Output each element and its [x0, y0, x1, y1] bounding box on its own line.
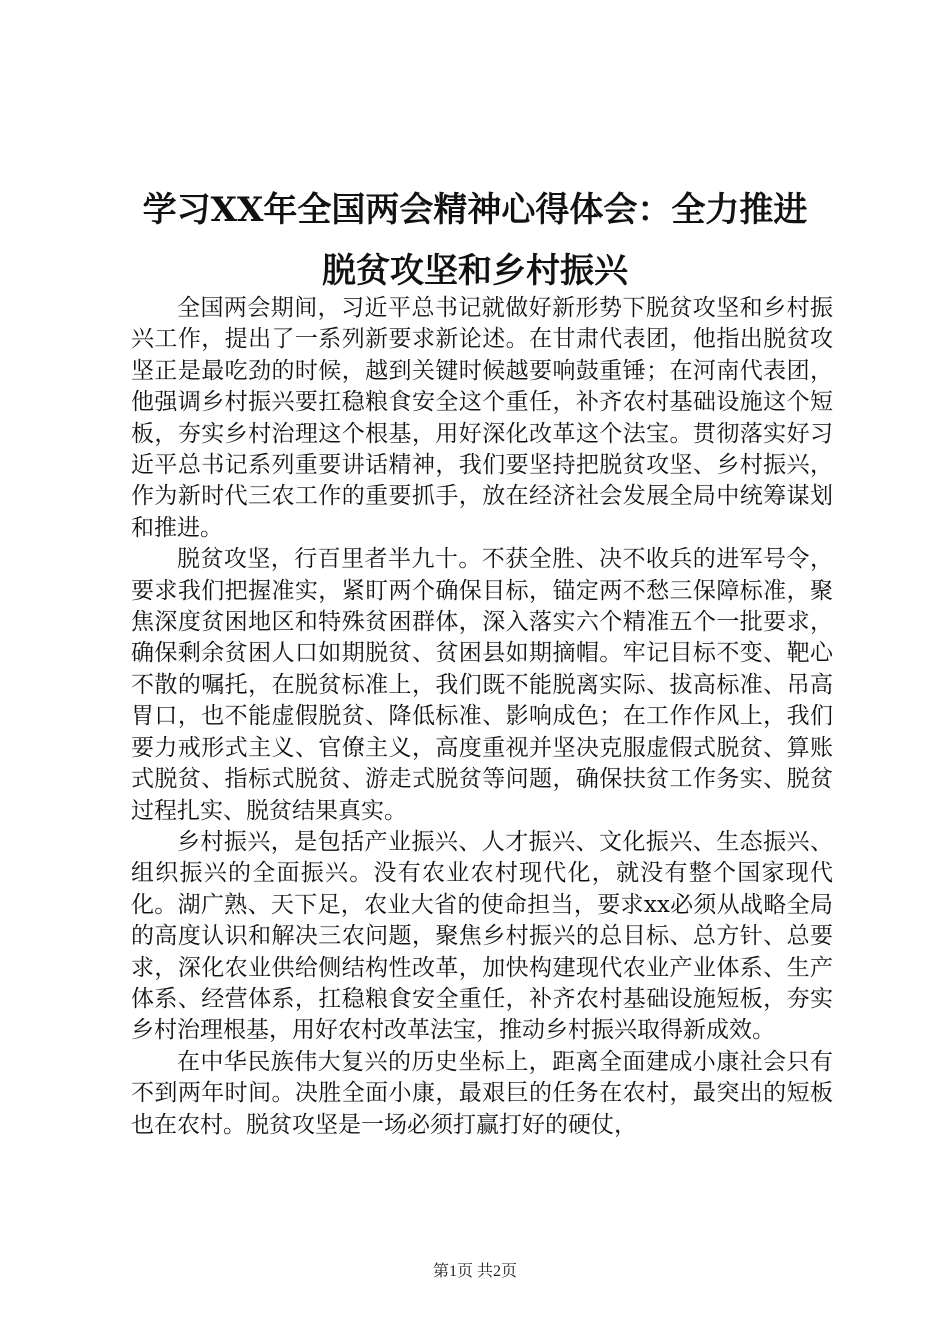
page-number-footer: 第1页 共2页 [432, 1263, 517, 1280]
document-body [131, 293, 833, 1141]
body-paragraph-3: 乡村振兴，是包括产业振兴、人才振兴、文化振兴、生态振兴、组织振兴的全面振兴。没有农业农村现代化，就没有整个国家现代化。湖广熟、天下足，农业大省的使命担当，要求xx必须从战略全局的高度认识和解决三农问题，聚焦乡村振兴的总目标、总方针、总要求，深化农业供给侧结构性改革，加快构建现代农业产业体系、生产体系、经营体系，扛稳粮食安全重任，补齐农村基础设施短板，夯实乡村治理根基，用好农村改革法宝，推动乡村振兴取得新成效。 [131, 828, 833, 1044]
document-title-line-1: 学习XX年全国两会精神心得体会：全力推进 [142, 190, 808, 230]
body-paragraph-2: 脱贫攻坚，行百里者半九十。不获全胜、决不收兵的进军号令，要求我们把握准实，紧盯两个确保目标，锚定两不愁三保障标准，聚焦深度贫困地区和特殊贫困群体，深入落实六个精准五个一批要求，确保剩余贫困人口如期脱贫、贫困县如期摘帽。牢记目标不变、靶心不散的嘱托，在脱贫标准上，我们既不能脱离实际、拔高标准、吊高胃口，也不能虚假脱贫、降低标准、影响成色；在工作作风上，我们要力戒形式主义、官僚主义，高度重视并坚决克服虚假式脱贫、算账式脱贫、指标式脱贫、游走式脱贫等问题，确保扶贫工作务实、脱贫过程扎实、脱贫结果真实。 [131, 546, 833, 824]
body-paragraph-4: 在中华民族伟大复兴的历史坐标上，距离全面建成小康社会只有不到两年时间。决胜全面小康，最艰巨的任务在农村，最突出的短板也在农村。脱贫攻坚是一场必须打赢打好的硬仗， [131, 1048, 833, 1138]
document-title-line-2: 脱贫攻坚和乡村振兴 [322, 251, 628, 291]
body-paragraph-1: 全国两会期间，习近平总书记就做好新形势下脱贫攻坚和乡村振兴工作，提出了一系列新要求新论述。在甘肃代表团，他指出脱贫攻坚正是最吃劲的时候，越到关键时候越要响鼓重锤；在河南代表团，他强调乡村振兴要扛稳粮食安全这个重任，补齐农村基础设施这个短板，夯实乡村治理这个根基，用好深化改革这个法宝。贯彻落实好习近平总书记系列重要讲话精神，我们要坚持把脱贫攻坚、乡村振兴，作为新时代三农工作的重要抓手，放在经济社会发展全局中统筹谋划和推进。 [131, 295, 833, 541]
